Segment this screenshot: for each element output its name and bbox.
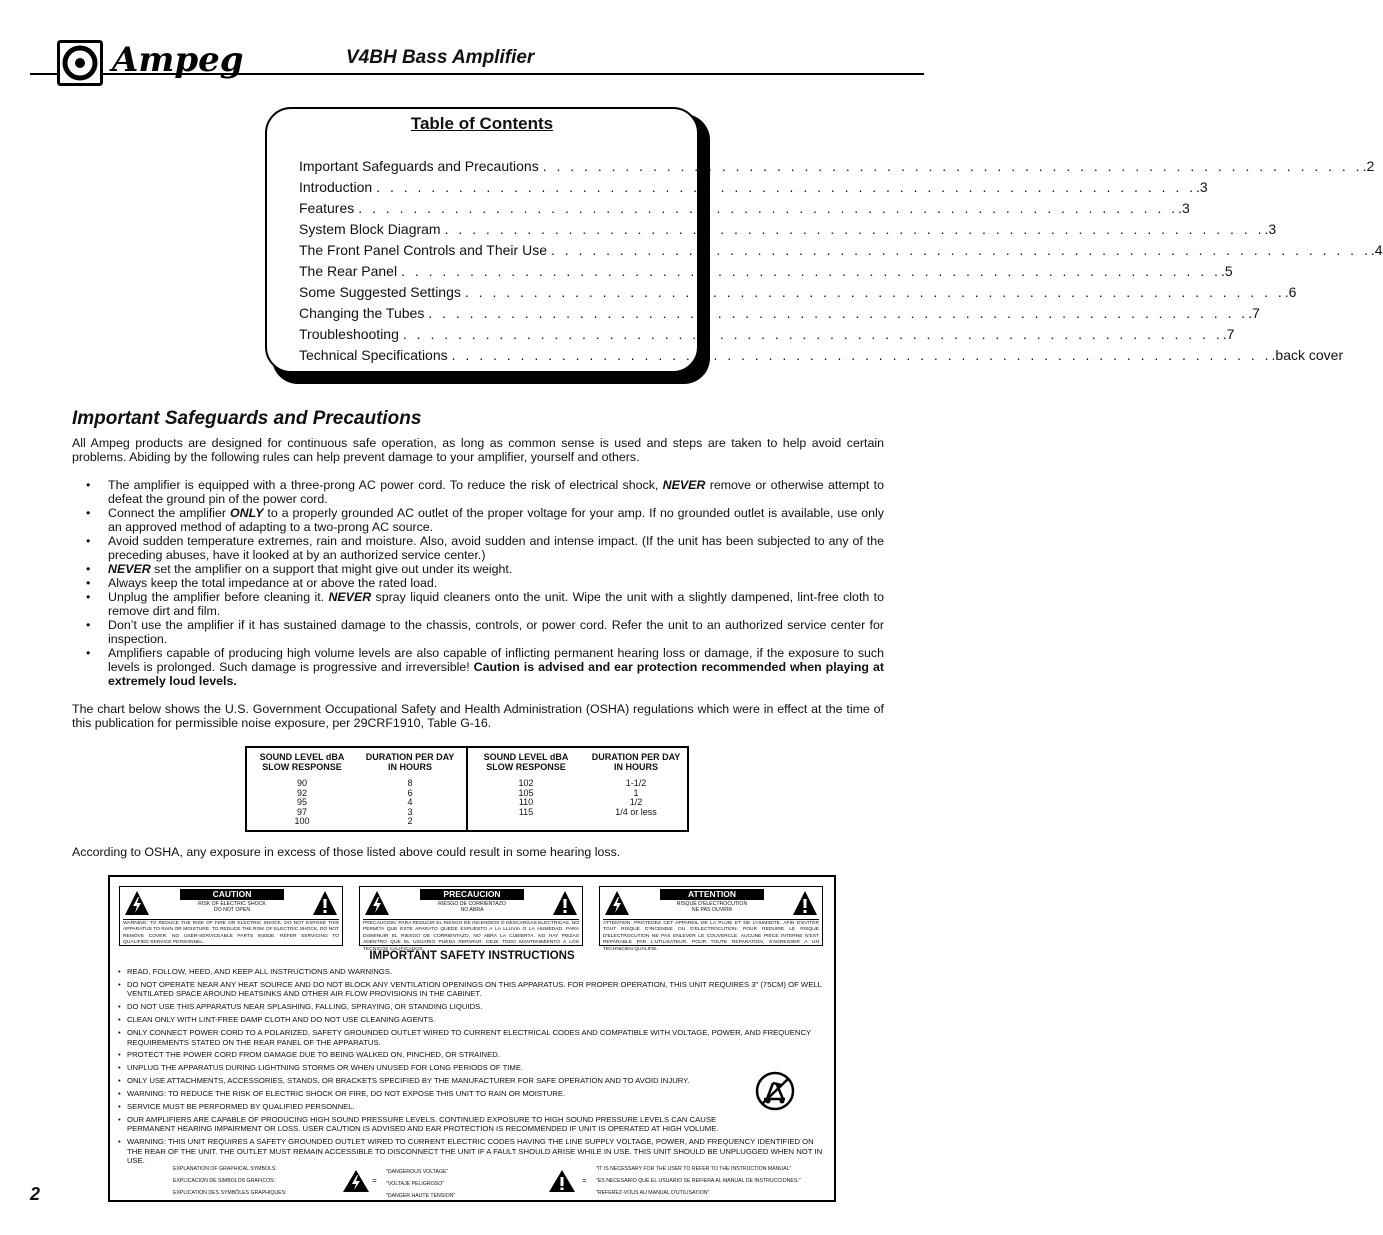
- toc-entry: [299, 178, 1208, 199]
- exclamation-warning-icon: [552, 890, 578, 921]
- legend-voltage-es: "VOLTAJE PELIGROSO": [386, 1181, 444, 1187]
- legend-explanation-fr: EXPLICATION DES SYMBÔLES GRAPHIQUES:: [173, 1190, 287, 1196]
- toc-dot-leader: . . . . . . . . . . . . . . . . . . . . . . . . . . . . . . . . . . . . . . . . . . . . . . . . . . . . . . . . . . . .: [444, 221, 1265, 237]
- exclamation-warning-icon: [792, 890, 818, 921]
- safety-instruction-item: • CLEAN ONLY WITH LINT-FREE DAMP CLOTH AND DO NOT USE CLEANING AGENTS.: [118, 1015, 830, 1025]
- safety-instruction-item: • ONLY CONNECT POWER CORD TO A POLARIZED, SAFETY GROUNDED OUTLET WIRED TO CURRENT ELECTRICAL CODES AND COMPATIBLE WITH VOLTAGE, POWER, AND FREQUENCY REQUIREMENTS STATED ON THE REAR PANEL OF THE APPARATUS.: [118, 1028, 830, 1047]
- toc-title: Table of Contents: [410, 114, 554, 133]
- legend-equals: =: [372, 1176, 377, 1185]
- lightning-warning-icon: [364, 890, 390, 921]
- toc-entry-label: Important Safeguards and Precautions: [299, 158, 539, 174]
- toc-entry: [299, 262, 1233, 283]
- warning-heading: PRECAUCION: [420, 889, 524, 900]
- toc-dot-leader: . . . . . . . . . . . . . . . . . . . . . . . . . . . . . . . . . . . . . . . . . . . . . . . . . . . . . . . . . . . .: [451, 347, 1272, 363]
- osha-values: 102 105 110 115: [518, 778, 534, 817]
- toc-entry: [299, 241, 1383, 262]
- page-number: 2: [30, 1184, 41, 1204]
- warning-subtitle: RISQUE D'ELECTROCUTION NE PAS OUVRIR: [676, 901, 748, 913]
- toc-entry-label: Introduction: [299, 179, 373, 195]
- safeguard-text: Connect the amplifier: [108, 506, 230, 520]
- toc-entry-label: Some Suggested Settings: [299, 284, 461, 300]
- toc-entry-label: System Block Diagram: [299, 221, 441, 237]
- safety-instruction-item: • READ, FOLLOW, HEED, AND KEEP ALL INSTRUCTIONS AND WARNINGS.: [118, 967, 830, 977]
- intro-paragraph: All Ampeg products are designed for continuous safe operation, as long as common sense is used and steps are taken to help avoid certain problems. Abiding by the following rules can help prevent damage to your amplifier, yourself and others.: [72, 436, 884, 464]
- safety-instruction-item: • ONLY USE ATTACHMENTS, ACCESSORIES, STANDS, OR BRACKETS SPECIFIED BY THE MANUFACTURER FOR SAFE OPERATION AND TO AVOID INJURY.: [118, 1076, 830, 1086]
- toc-entry-page: .3: [1178, 200, 1190, 216]
- safeguard-emphasis: NEVER: [108, 562, 151, 576]
- safety-instructions-box: [108, 875, 836, 1202]
- toc-dot-leader: . . . . . . . . . . . . . . . . . . . . . . . . . . . . . . . . . . . . . . . . . . . . . . . . . . . . . . . . . . . .: [428, 305, 1249, 321]
- safeguard-item: [80, 590, 884, 618]
- safeguard-text: to a properly grounded AC outlet of the proper voltage for your amp. If no grounded outlet is available, use only an approved method of adapting to a two-prong AC source.: [108, 506, 885, 534]
- attention-label: [599, 886, 823, 952]
- osha-col-sound-1: [247, 748, 357, 830]
- toc-entry: [299, 346, 1344, 367]
- safeguard-text: Always keep the total impedance at or above the rated load.: [108, 576, 438, 590]
- safeguard-text: Unplug the amplifier before cleaning it.: [108, 590, 329, 604]
- legend-manual-en: "IT IS NECESSARY FOR THE USER TO REFER TO THE INSTRUCTION MANUAL": [596, 1166, 792, 1172]
- osha-header: SOUND LEVEL dBA SLOW RESPONSE: [483, 752, 569, 772]
- safeguard-item: [80, 562, 884, 576]
- toc-entry-page: .5: [1220, 263, 1233, 279]
- osha-values: 1-1/2 1 1/2 1/4 or less: [615, 778, 657, 817]
- warning-subtitle: RIESGO DE CORRIENTAZO NO ABRA: [438, 901, 506, 913]
- safeguard-text: spray liquid cleaners onto the unit. Wipe the unit with a slightly dampened, lint-free cloth to remove dirt and film.: [108, 590, 884, 618]
- warning-body: PRECAUCION: PARA REDUCIR EL RIESGO DE INCENDIOS O DESCARGAS ELECTRICAS, NO PERMITA QUE ESTE APARATO QUEDE EXPUESTO A LA LLUVIA O LA HUMEDAD. PARA DISMINUIR EL RIESGO DE CORRIENTAZO, NO ABRA LA CUBIERTA. NO HAY PIEZAS ADENTRO QUE EL USUARIO PUEDA REPARAR. DEJE TODO MANTENIMIENTO A LOS TECNICOS CALIFICADOS.: [363, 921, 579, 952]
- osha-values: 90 92 95 97 100: [294, 778, 310, 826]
- toc-entry: [299, 199, 1190, 220]
- safety-instruction-item: • UNPLUG THE APPARATUS DURING LIGHTNING STORMS OR WHEN UNUSED FOR LONG PERIODS OF TIME.: [118, 1063, 830, 1073]
- warning-body: ATTENTION: PROTEGEZ CET APPAREIL DE LA PLUIE ET DE L'HUMIDITE. AFIN D'EVITER TOUT RISQUE D'INCENDIE OU D'ELECTROCUTION. POUR REDUIRE LE RISQUE D'ELECTROCUTION NE PAS ENLEVER LE COUVERCLE. AUCUNE PIECE INTERNE N'EST REPARABLE PAR L'UTILISATEUR. POUR TOUTE REPARATION, S'ADRESSER A UN TECHNICIEN QUALIFIE.: [603, 921, 819, 952]
- safeguard-text: set the amplifier on a support that might give out under its weight.: [150, 562, 513, 576]
- safeguard-text: The amplifier is equipped with a three-prong AC power cord. To reduce the risk of electrical shock,: [108, 478, 663, 492]
- toc-entry-page: .back cover: [1271, 347, 1344, 363]
- legend-manual-es: "ES NECESARIO QUE EL USUARIO SE REFIERA AL MANUAL DE INSTRUCCIONES.": [596, 1178, 801, 1184]
- section-title: Important Safeguards and Precautions: [72, 408, 422, 429]
- toc-entry-page: .7: [1248, 305, 1260, 321]
- osha-col-duration-1: [355, 748, 465, 830]
- warning-heading: ATTENTION: [660, 889, 764, 900]
- safety-instruction-item: • DO NOT OPERATE NEAR ANY HEAT SOURCE AND DO NOT BLOCK ANY VENTILATION OPENINGS ON THIS APPARATUS. FOR PROPER OPERATION, THIS UNIT REQUIRES 3" (75CM) OF WELL VENTILATED SPACE AROUND HEATSINKS AND OTHER AIR FLOW PROVISIONS IN THE CABINET.: [118, 980, 830, 999]
- warning-body: WARNING: TO REDUCE THE RISK OF FIRE OR ELECTRIC SHOCK, DO NOT EXPOSE THIS APPARATUS TO RAIN OR MOISTURE. TO REDUCE THE RISK OF ELECTRIC SHOCK, DO NOT REMOVE COVER. NO USER-SERVICEABLE PARTS INSIDE. REFER SERVICING TO QUALIFIED SERVICE PERSONNEL.: [123, 921, 339, 946]
- toc-entry-label: The Front Panel Controls and Their Use: [299, 242, 547, 258]
- legend-voltage-fr: "DANGER HAUTE TENSION": [386, 1193, 456, 1199]
- toc-entry-page: .3: [1264, 221, 1277, 237]
- toc-entry-label: Troubleshooting: [299, 326, 399, 342]
- safeguard-emphasis: NEVER: [662, 478, 706, 492]
- legend-exclamation-icon: [548, 1169, 576, 1198]
- toc-entry-page: .6: [1284, 284, 1297, 300]
- legend-lightning-icon: [342, 1169, 370, 1198]
- osha-divider: [466, 748, 468, 830]
- toc-dot-leader: . . . . . . . . . . . . . . . . . . . . . . . . . . . . . . . . . . . . . . . . . . . . . . . . . . . . . . . . . . . .: [402, 326, 1223, 342]
- osha-outro-paragraph: According to OSHA, any exposure in excess of those listed above could result in some hearing loss.: [72, 845, 621, 859]
- toc-entry-page: .2: [1362, 158, 1375, 174]
- toc-entry: [299, 220, 1277, 241]
- safeguard-item: [80, 576, 884, 590]
- caution-label: [119, 886, 343, 946]
- safeguard-item: [80, 478, 884, 506]
- safeguard-text: Amplifiers capable of producing high volume levels are also capable of inflicting permanent hearing loss or damage, if the exposure to such levels is prolonged. Such damage is progressive and irreversible!: [108, 646, 884, 674]
- safeguard-item: [80, 646, 884, 688]
- safeguard-emphasis: ONLY: [230, 506, 264, 520]
- safeguard-list: [80, 478, 884, 688]
- toc-dot-leader: . . . . . . . . . . . . . . . . . . . . . . . . . . . . . . . . . . . . . . . . . . . . . . . . . . . . . . . . . . . .: [542, 158, 1363, 174]
- osha-header: SOUND LEVEL dBA SLOW RESPONSE: [259, 752, 345, 772]
- exclamation-warning-icon: [312, 890, 338, 921]
- toc-entry: [299, 304, 1260, 325]
- safeguard-text: Avoid sudden temperature extremes, rain and moisture. Also, avoid sudden and intense impact. (If the unit has been subjected to any of the preceding abuses, have it looked at by an authorized service center.): [108, 534, 884, 562]
- document-title: V4BH Bass Amplifier: [346, 47, 542, 69]
- safety-instruction-item: • WARNING: TO REDUCE THE RISK OF ELECTRIC SHOCK OR FIRE, DO NOT EXPOSE THIS UNIT TO RAIN OR MOISTURE.: [118, 1089, 830, 1099]
- toc-entry: [299, 157, 1375, 178]
- safeguard-text: Don’t use the amplifier if it has sustained damage to the chassis, controls, or power cord. Refer the unit to an authorized service center for inspection.: [108, 618, 884, 646]
- toc-entry: [299, 283, 1297, 304]
- osha-col-duration-2: [581, 748, 691, 830]
- safety-instruction-item: • PROTECT THE POWER CORD FROM DAMAGE DUE TO BEING WALKED ON, PINCHED, OR STRAINED.: [118, 1050, 830, 1060]
- safeguard-item: [80, 534, 884, 562]
- toc-entry-page: .7: [1222, 326, 1235, 342]
- toc-entry-label: The Rear Panel: [299, 263, 398, 279]
- legend-explanation-en: EXPLANATION OF GRAPHICAL SYMBOLS:: [173, 1166, 277, 1172]
- toc-entry-label: Changing the Tubes: [299, 305, 425, 321]
- toc-entry-label: Features: [299, 200, 355, 216]
- legend-voltage-en: "DANGEROUS VOLTAGE": [386, 1169, 449, 1175]
- legend-equals: =: [582, 1176, 587, 1185]
- osha-header: DURATION PER DAY IN HOURS: [591, 752, 681, 772]
- osha-table: [245, 746, 689, 832]
- ampeg-logo-icon: [57, 40, 103, 86]
- warning-heading: CAUTION: [180, 889, 284, 900]
- brand-wordmark: [110, 38, 340, 82]
- safety-instruction-item: • OUR AMPLIFIERS ARE CAPABLE OF PRODUCING HIGH SOUND PRESSURE LEVELS. CONTINUED EXPOSURE TO HIGH SOUND PRESSURE LEVELS CAN CAUSE PERMANENT HEARING IMPAIRMENT OR LOSS. USER CAUTION IS ADVISED AND EAR PROTECTION IS RECOMMENDED IF UNIT IS OPERATED AT HIGH VOLUME.: [118, 1115, 830, 1134]
- precaucion-label: [359, 886, 583, 952]
- safeguard-item: [80, 618, 884, 646]
- safeguard-emphasis: NEVER: [328, 590, 372, 604]
- toc-entry: [299, 325, 1235, 346]
- safeguard-text: remove or otherwise attempt to defeat the ground pin of the power cord.: [108, 478, 885, 506]
- safeguard-bold: Caution is advised and ear protection recommended when playing at extremely loud levels.: [108, 660, 884, 688]
- toc-dot-leader: . . . . . . . . . . . . . . . . . . . . . . . . . . . . . . . . . . . . . . . . . . . . . . . . . . . . . . . . . . . .: [401, 263, 1221, 279]
- toc-entry-page: .4: [1370, 242, 1383, 258]
- safety-instruction-item: • DO NOT USE THIS APPARATUS NEAR SPLASHING, FALLING, SPRAYING, OR STANDING LIQUIDS.: [118, 1002, 830, 1012]
- safety-instruction-item: • WARNING: THIS UNIT REQUIRES A SAFETY GROUNDED OUTLET WIRED TO CURRENT ELECTRIC CODES HAVING THE LINE SUPPLY VOLTAGE, POWER, AND FREQUENCY IDENTIFIED ON THE REAR OF THE UNIT. THE OUTLET MUST REMAIN ACCESSIBLE TO DISCONNECT THE UNIT IF A FAULT SHOULD ARISE WHILE IN USE. THIS UNIT SHOULD BE UNPLUGGED WHEN NOT IN USE.: [118, 1137, 830, 1166]
- brand-name: Ampeg: [112, 40, 244, 80]
- osha-col-sound-2: [471, 748, 581, 830]
- legend-manual-fr: "REFEREZ-VOUS AU MANUAL D'UTILISATION": [596, 1190, 710, 1196]
- osha-header: DURATION PER DAY IN HOURS: [365, 752, 455, 772]
- safety-instructions-title: IMPORTANT SAFETY INSTRUCTIONS: [369, 950, 575, 962]
- legend-explanation-es: EXPLICACION DE SIMBOLOS GRAFICOS:: [173, 1178, 276, 1184]
- lightning-warning-icon: [124, 890, 150, 921]
- toc-dot-leader: . . . . . . . . . . . . . . . . . . . . . . . . . . . . . . . . . . . . . . . . . . . . . . . . . . . . . . . . . . . .: [358, 200, 1179, 216]
- safeguard-item: [80, 506, 884, 534]
- toc-entry-page: .3: [1196, 179, 1208, 195]
- lightning-warning-icon: [604, 890, 630, 921]
- safety-instructions-list: [118, 967, 830, 1169]
- toc-dot-leader: . . . . . . . . . . . . . . . . . . . . . . . . . . . . . . . . . . . . . . . . . . . . . . . . . . . . . . . . . . . .: [376, 179, 1197, 195]
- cart-tipover-warning-icon: [755, 1071, 795, 1116]
- osha-values: 8 6 4 3 2: [407, 778, 413, 826]
- toc-entry-label: Technical Specifications: [299, 347, 448, 363]
- warning-subtitle: RISK OF ELECTRIC SHOCK DO NOT OPEN: [198, 901, 266, 913]
- table-of-contents: [265, 107, 1383, 373]
- toc-dot-leader: . . . . . . . . . . . . . . . . . . . . . . . . . . . . . . . . . . . . . . . . . . . . . . . . . . . . . . . . . . . .: [550, 242, 1371, 258]
- safety-instruction-item: • SERVICE MUST BE PERFORMED BY QUALIFIED PERSONNEL.: [118, 1102, 830, 1112]
- toc-dot-leader: . . . . . . . . . . . . . . . . . . . . . . . . . . . . . . . . . . . . . . . . . . . . . . . . . . . . . . . . . . . .: [464, 284, 1285, 300]
- osha-intro-paragraph: The chart below shows the U.S. Government Occupational Safety and Health Administration (OSHA) regulations which were in effect at the time of this publication for permissible noise exposure, per 29CRF1910, Table G-16.: [72, 702, 884, 730]
